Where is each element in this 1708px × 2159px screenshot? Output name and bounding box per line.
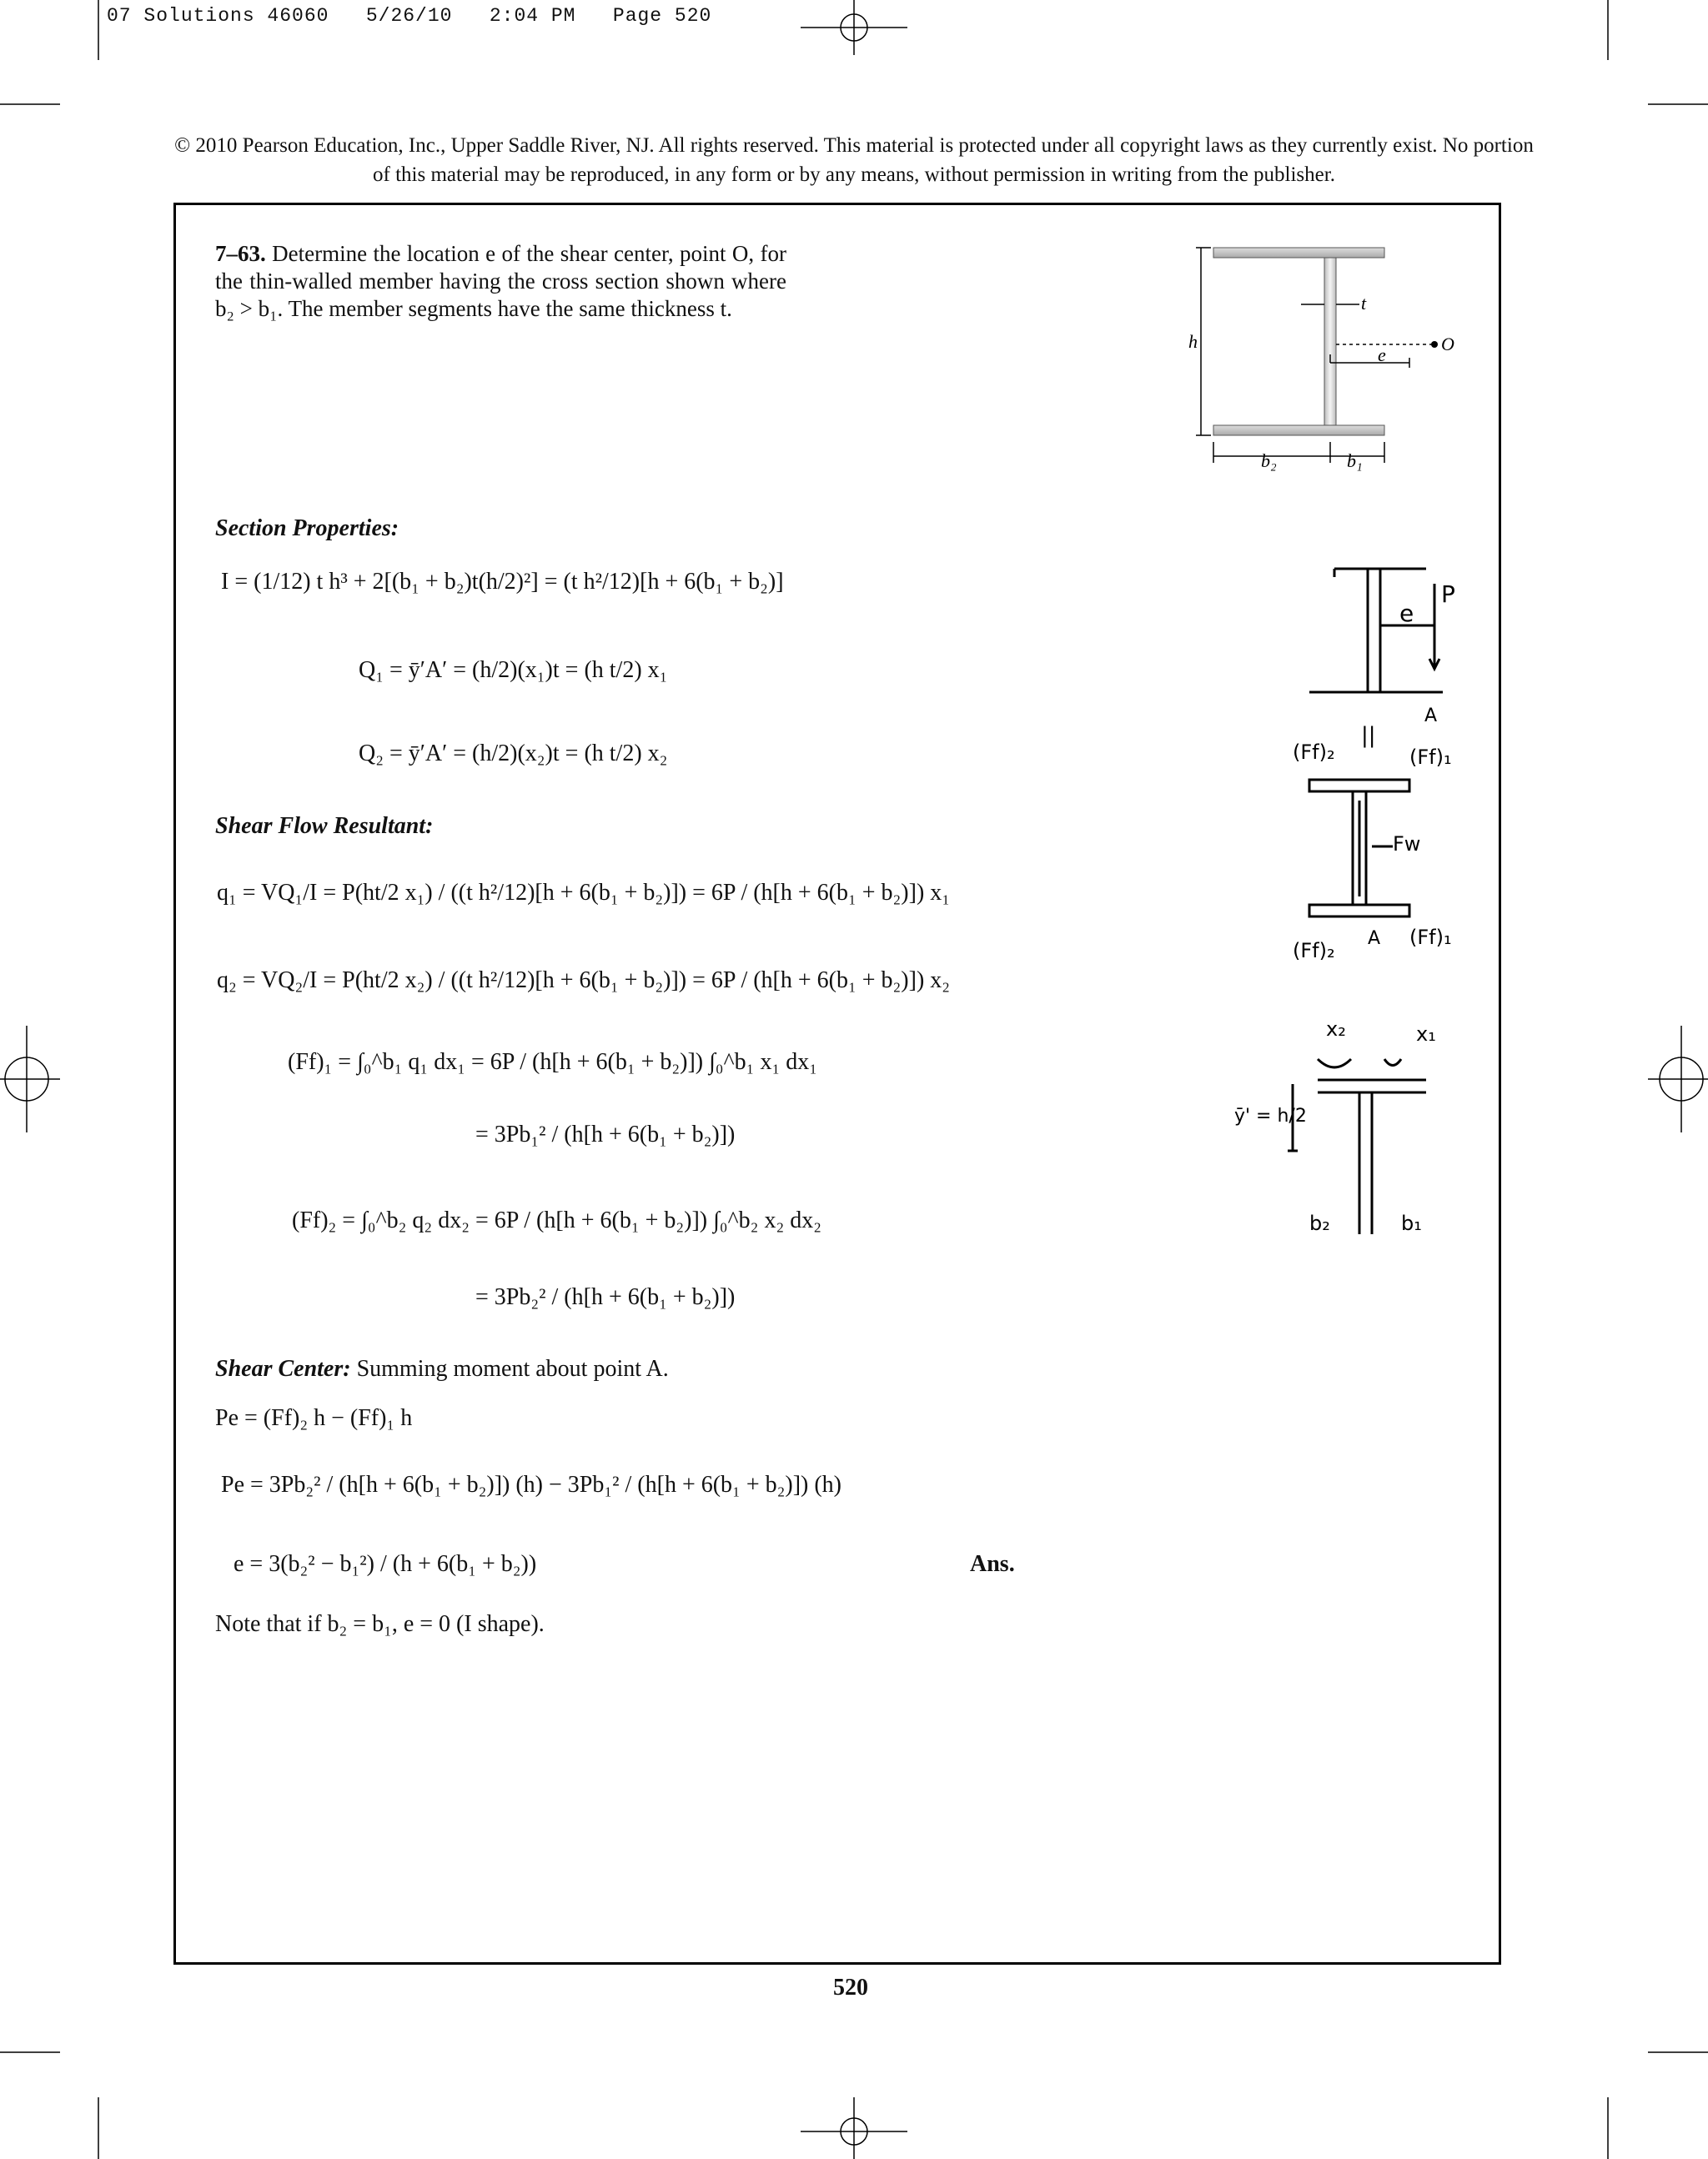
label-h: h [1188,331,1198,352]
shear-center-line [215,1356,669,1383]
eq-e: e = 3(b₂² − b₁²) / (h + 6(b₁ + b₂)) [234,1551,537,1577]
sketch-eq: || [1361,723,1376,748]
sketch-e: e [1399,600,1414,627]
eq-q2: q₂ = VQ₂/I = P(ht/2 x₂) / ((t h²/12)[h + 6(b₁ + b₂)]) = 6P / (h[h + 6(b₁ + b₂)]) x₂ [217,967,951,993]
sketch-Ff1-bot: (Ff)₁ [1409,926,1452,949]
sketch-x2: x₂ [1326,1017,1346,1041]
label-e: e [1378,344,1386,365]
label-t: t [1361,293,1367,314]
sketch-Fw: Fw [1393,832,1421,856]
top-flange [1213,248,1384,258]
sketch-forces [1284,717,1501,962]
copyright-notice: © 2010 Pearson Education, Inc., Upper Saddle River, NJ. All rights reserved. This material is protected under all copyright laws as they currently exist. No portion of this material may be reproduced, in any form or by any means, without permission in writing from the publisher. [174,134,1534,186]
sketch-Ff2-top: (Ff)₂ [1293,741,1335,764]
sketch-x1: x₁ [1416,1022,1436,1046]
eq-Ff1-result: = 3Pb₁² / (h[h + 6(b₁ + b₂)]) [475,1122,736,1147]
heading-shear-flow: Shear Flow Resultant: [215,813,434,839]
label-O: O [1441,334,1454,354]
label-b1: b₁ [1347,450,1363,471]
eq-Ff2-integral: (Ff)₂ = ∫₀^b₂ q₂ dx₂ = 6P / (h[h + 6(b₁ + b₂)]) ∫₀^b₂ x₂ dx₂ [292,1208,821,1233]
web [1324,258,1336,425]
sketch-Ff1-top: (Ff)₁ [1409,746,1452,769]
sketch-b2: b₂ [1309,1212,1330,1235]
eq-Ff2-result: = 3Pb₂² / (h[h + 6(b₁ + b₂)]) [475,1284,736,1310]
answer-label: Ans. [970,1551,1015,1577]
sketch-dimensions [1234,1017,1451,1243]
sketch-A: A [1424,705,1438,726]
eq-Q2: Q₂ = ȳ′A′ = (h/2)(x₂)t = (h t/2) x₂ [359,741,668,766]
sketch-ybar: ȳ' = h/2 [1234,1106,1307,1127]
eq-Ff1-integral: (Ff)₁ = ∫₀^b₁ q₁ dx₁ = 6P / (h[h + 6(b₁ + b₂)]) ∫₀^b₁ x₁ dx₁ [288,1049,817,1075]
label-b2: b₂ [1261,450,1277,471]
problem-statement [215,240,786,323]
shear-center-text: Summing moment about point A. [350,1356,669,1382]
heading-section-properties: Section Properties: [215,515,399,541]
eq-q1: q₁ = VQ₁/I = P(ht/2 x₁) / ((t h²/12)[h + 6(b₁ + b₂)]) = 6P / (h[h + 6(b₁ + b₂)]) x₁ [217,880,951,906]
bottom-flange [1213,425,1384,435]
heading-shear-center: Shear Center: [215,1356,351,1382]
page-number: 520 [833,1975,868,2001]
sketch-A2: A [1368,928,1381,949]
sketch-loading [1301,559,1484,726]
problem-number: 7–63. [215,241,266,266]
eq-inertia: I = (1/12) t h³ + 2[(b₁ + b₂)t(h/2)²] = (t h²/12)[h + 6(b₁ + b₂)] [221,569,784,595]
sketch-Ff2-bot: (Ff)₂ [1293,939,1335,962]
note: Note that if b₂ = b₁, e = 0 (I shape). [215,1611,545,1637]
eq-Pe-1: Pe = (Ff)₂ h − (Ff)₁ h [215,1405,413,1431]
sketch-b1: b₁ [1401,1212,1422,1235]
sketch-P: P [1441,580,1455,608]
cross-section-figure [1168,238,1535,479]
problem-text: Determine the location e of the shear center, point O, for the thin-walled member having the cross section shown where b₂ > b₁. The member segments have the same thickness t. [215,241,786,321]
eq-Pe-2: Pe = 3Pb₂² / (h[h + 6(b₁ + b₂)]) (h) − 3Pb₁² / (h[h + 6(b₁ + b₂)]) (h) [221,1472,841,1498]
print-slug: 07 Solutions 46060 5/26/10 2:04 PM Page 520 [107,5,712,27]
eq-Q1: Q₁ = ȳ′A′ = (h/2)(x₁)t = (h t/2) x₁ [359,657,668,683]
